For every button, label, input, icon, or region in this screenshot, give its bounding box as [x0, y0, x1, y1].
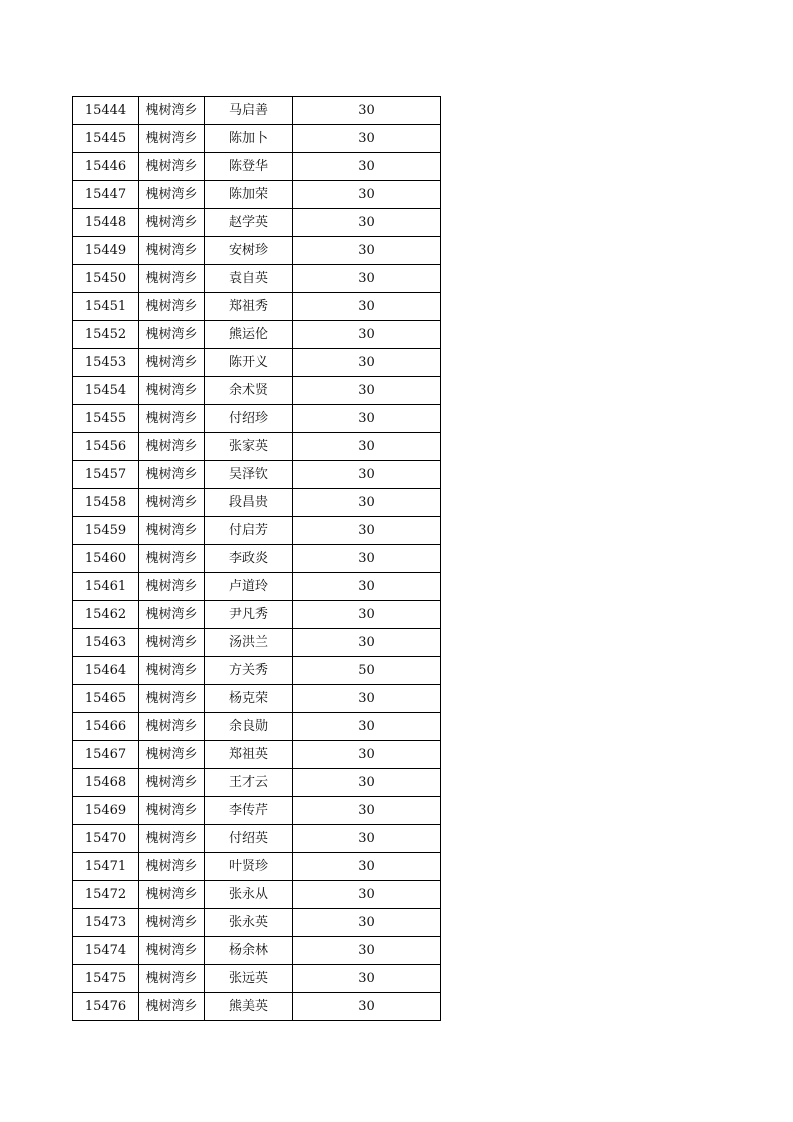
- name-cell: 郑祖英: [205, 741, 293, 769]
- amount-cell: 30: [293, 293, 441, 321]
- id-cell: 15475: [73, 965, 139, 993]
- amount-cell: 30: [293, 405, 441, 433]
- id-cell: 15473: [73, 909, 139, 937]
- table-row: [73, 657, 441, 685]
- town-cell: 槐树湾乡: [139, 881, 205, 909]
- name-cell: 郑祖秀: [205, 293, 293, 321]
- name-cell: 熊运伦: [205, 321, 293, 349]
- name-cell: 陈登华: [205, 153, 293, 181]
- table-row: [73, 489, 441, 517]
- table-row: [73, 97, 441, 125]
- id-cell: 15476: [73, 993, 139, 1021]
- amount-cell: 30: [293, 601, 441, 629]
- id-cell: 15446: [73, 153, 139, 181]
- name-cell: 吴泽钦: [205, 461, 293, 489]
- amount-cell: 30: [293, 825, 441, 853]
- id-cell: 15465: [73, 685, 139, 713]
- town-cell: 槐树湾乡: [139, 293, 205, 321]
- table-row: [73, 741, 441, 769]
- town-cell: 槐树湾乡: [139, 181, 205, 209]
- amount-cell: 30: [293, 937, 441, 965]
- name-cell: 袁自英: [205, 265, 293, 293]
- name-cell: 王才云: [205, 769, 293, 797]
- name-cell: 余术贤: [205, 377, 293, 405]
- town-cell: 槐树湾乡: [139, 937, 205, 965]
- table-row: [73, 909, 441, 937]
- name-cell: 叶贤珍: [205, 853, 293, 881]
- id-cell: 15457: [73, 461, 139, 489]
- amount-cell: 30: [293, 685, 441, 713]
- table-row: [73, 769, 441, 797]
- id-cell: 15460: [73, 545, 139, 573]
- town-cell: 槐树湾乡: [139, 769, 205, 797]
- name-cell: 熊美英: [205, 993, 293, 1021]
- town-cell: 槐树湾乡: [139, 573, 205, 601]
- roster-table: [72, 96, 441, 1021]
- town-cell: 槐树湾乡: [139, 265, 205, 293]
- town-cell: 槐树湾乡: [139, 713, 205, 741]
- amount-cell: 30: [293, 713, 441, 741]
- id-cell: 15464: [73, 657, 139, 685]
- town-cell: 槐树湾乡: [139, 965, 205, 993]
- amount-cell: 30: [293, 237, 441, 265]
- table-row: [73, 265, 441, 293]
- table-row: [73, 321, 441, 349]
- town-cell: 槐树湾乡: [139, 629, 205, 657]
- name-cell: 杨余林: [205, 937, 293, 965]
- id-cell: 15467: [73, 741, 139, 769]
- amount-cell: 30: [293, 209, 441, 237]
- name-cell: 陈加卜: [205, 125, 293, 153]
- amount-cell: 30: [293, 517, 441, 545]
- name-cell: 马启善: [205, 97, 293, 125]
- town-cell: 槐树湾乡: [139, 741, 205, 769]
- amount-cell: 30: [293, 965, 441, 993]
- town-cell: 槐树湾乡: [139, 125, 205, 153]
- town-cell: 槐树湾乡: [139, 685, 205, 713]
- id-cell: 15463: [73, 629, 139, 657]
- town-cell: 槐树湾乡: [139, 797, 205, 825]
- id-cell: 15470: [73, 825, 139, 853]
- name-cell: 段昌贵: [205, 489, 293, 517]
- amount-cell: 30: [293, 909, 441, 937]
- table-row: [73, 825, 441, 853]
- name-cell: 张永英: [205, 909, 293, 937]
- table-row: [73, 349, 441, 377]
- name-cell: 付绍英: [205, 825, 293, 853]
- name-cell: 陈开义: [205, 349, 293, 377]
- table-row: [73, 797, 441, 825]
- amount-cell: 30: [293, 265, 441, 293]
- table-row: [73, 517, 441, 545]
- town-cell: 槐树湾乡: [139, 321, 205, 349]
- table-row: [73, 545, 441, 573]
- name-cell: 付启芳: [205, 517, 293, 545]
- id-cell: 15459: [73, 517, 139, 545]
- id-cell: 15451: [73, 293, 139, 321]
- town-cell: 槐树湾乡: [139, 153, 205, 181]
- table-row: [73, 937, 441, 965]
- name-cell: 尹凡秀: [205, 601, 293, 629]
- name-cell: 余良勋: [205, 713, 293, 741]
- town-cell: 槐树湾乡: [139, 461, 205, 489]
- name-cell: 张远英: [205, 965, 293, 993]
- amount-cell: 30: [293, 881, 441, 909]
- id-cell: 15469: [73, 797, 139, 825]
- amount-cell: 30: [293, 629, 441, 657]
- table-row: [73, 377, 441, 405]
- amount-cell: 30: [293, 461, 441, 489]
- id-cell: 15444: [73, 97, 139, 125]
- name-cell: 陈加荣: [205, 181, 293, 209]
- table-row: [73, 881, 441, 909]
- town-cell: 槐树湾乡: [139, 349, 205, 377]
- table-row: [73, 181, 441, 209]
- id-cell: 15461: [73, 573, 139, 601]
- town-cell: 槐树湾乡: [139, 853, 205, 881]
- name-cell: 张家英: [205, 433, 293, 461]
- id-cell: 15471: [73, 853, 139, 881]
- table-body: [73, 97, 441, 1021]
- table-row: [73, 573, 441, 601]
- id-cell: 15456: [73, 433, 139, 461]
- town-cell: 槐树湾乡: [139, 993, 205, 1021]
- name-cell: 张永从: [205, 881, 293, 909]
- id-cell: 15474: [73, 937, 139, 965]
- table-row: [73, 601, 441, 629]
- name-cell: 付绍珍: [205, 405, 293, 433]
- table-row: [73, 993, 441, 1021]
- id-cell: 15448: [73, 209, 139, 237]
- name-cell: 汤洪兰: [205, 629, 293, 657]
- amount-cell: 30: [293, 349, 441, 377]
- name-cell: 赵学英: [205, 209, 293, 237]
- table-row: [73, 713, 441, 741]
- amount-cell: 30: [293, 181, 441, 209]
- table-row: [73, 237, 441, 265]
- id-cell: 15466: [73, 713, 139, 741]
- name-cell: 卢道玲: [205, 573, 293, 601]
- amount-cell: 30: [293, 573, 441, 601]
- name-cell: 方关秀: [205, 657, 293, 685]
- town-cell: 槐树湾乡: [139, 97, 205, 125]
- town-cell: 槐树湾乡: [139, 657, 205, 685]
- id-cell: 15445: [73, 125, 139, 153]
- id-cell: 15468: [73, 769, 139, 797]
- town-cell: 槐树湾乡: [139, 825, 205, 853]
- table-row: [73, 153, 441, 181]
- town-cell: 槐树湾乡: [139, 237, 205, 265]
- id-cell: 15452: [73, 321, 139, 349]
- amount-cell: 30: [293, 769, 441, 797]
- amount-cell: 30: [293, 993, 441, 1021]
- town-cell: 槐树湾乡: [139, 545, 205, 573]
- amount-cell: 30: [293, 125, 441, 153]
- table-row: [73, 629, 441, 657]
- table-row: [73, 853, 441, 881]
- amount-cell: 30: [293, 741, 441, 769]
- id-cell: 15453: [73, 349, 139, 377]
- town-cell: 槐树湾乡: [139, 209, 205, 237]
- table-row: [73, 433, 441, 461]
- id-cell: 15449: [73, 237, 139, 265]
- amount-cell: 30: [293, 321, 441, 349]
- table-row: [73, 293, 441, 321]
- id-cell: 15472: [73, 881, 139, 909]
- amount-cell: 30: [293, 797, 441, 825]
- id-cell: 15450: [73, 265, 139, 293]
- town-cell: 槐树湾乡: [139, 909, 205, 937]
- id-cell: 15455: [73, 405, 139, 433]
- amount-cell: 30: [293, 153, 441, 181]
- amount-cell: 30: [293, 545, 441, 573]
- name-cell: 杨克荣: [205, 685, 293, 713]
- id-cell: 15458: [73, 489, 139, 517]
- table-row: [73, 125, 441, 153]
- amount-cell: 30: [293, 433, 441, 461]
- town-cell: 槐树湾乡: [139, 489, 205, 517]
- amount-cell: 30: [293, 853, 441, 881]
- amount-cell: 50: [293, 657, 441, 685]
- name-cell: 李政炎: [205, 545, 293, 573]
- town-cell: 槐树湾乡: [139, 433, 205, 461]
- table-row: [73, 965, 441, 993]
- id-cell: 15454: [73, 377, 139, 405]
- id-cell: 15447: [73, 181, 139, 209]
- name-cell: 李传芹: [205, 797, 293, 825]
- town-cell: 槐树湾乡: [139, 601, 205, 629]
- id-cell: 15462: [73, 601, 139, 629]
- town-cell: 槐树湾乡: [139, 517, 205, 545]
- amount-cell: 30: [293, 97, 441, 125]
- table-row: [73, 405, 441, 433]
- table-row: [73, 461, 441, 489]
- amount-cell: 30: [293, 489, 441, 517]
- name-cell: 安树珍: [205, 237, 293, 265]
- amount-cell: 30: [293, 377, 441, 405]
- town-cell: 槐树湾乡: [139, 377, 205, 405]
- table-row: [73, 685, 441, 713]
- table-row: [73, 209, 441, 237]
- town-cell: 槐树湾乡: [139, 405, 205, 433]
